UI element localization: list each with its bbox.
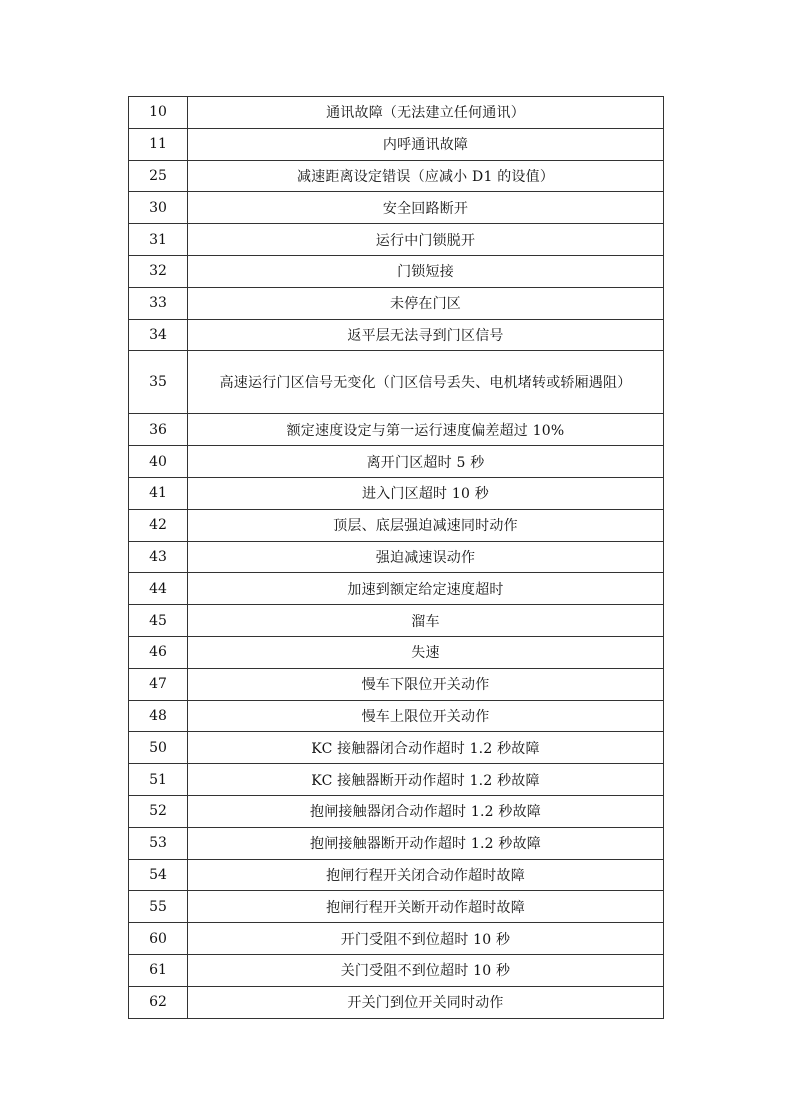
fault-description-cell: 离开门区超时 5 秒 <box>188 446 664 478</box>
fault-description-cell: 慢车下限位开关动作 <box>188 668 664 700</box>
fault-code-cell: 34 <box>129 319 188 351</box>
fault-description-cell: 开门受阻不到位超时 10 秒 <box>188 923 664 955</box>
table-row <box>129 97 664 129</box>
fault-code-cell: 42 <box>129 509 188 541</box>
table-row <box>129 160 664 192</box>
fault-code-table <box>128 96 664 1019</box>
table-row <box>129 319 664 351</box>
table-row <box>129 668 664 700</box>
fault-description-cell: 关门受阻不到位超时 10 秒 <box>188 954 664 986</box>
fault-description-cell: 抱闸接触器断开动作超时 1.2 秒故障 <box>188 827 664 859</box>
fault-code-cell: 45 <box>129 605 188 637</box>
fault-description-cell: 运行中门锁脱开 <box>188 224 664 256</box>
table-row <box>129 859 664 891</box>
table-row <box>129 287 664 319</box>
fault-description-cell: 溜车 <box>188 605 664 637</box>
fault-code-cell: 44 <box>129 573 188 605</box>
fault-code-cell: 11 <box>129 128 188 160</box>
fault-description-cell: 通讯故障（无法建立任何通讯） <box>188 97 664 129</box>
fault-description-cell: KC 接触器断开动作超时 1.2 秒故障 <box>188 764 664 796</box>
fault-description-cell: 慢车上限位开关动作 <box>188 700 664 732</box>
table-row <box>129 891 664 923</box>
table-row <box>129 477 664 509</box>
fault-code-cell: 50 <box>129 732 188 764</box>
fault-description-cell: 返平层无法寻到门区信号 <box>188 319 664 351</box>
table-row <box>129 541 664 573</box>
table-row <box>129 128 664 160</box>
fault-code-cell: 33 <box>129 287 188 319</box>
table-row <box>129 605 664 637</box>
table-row <box>129 192 664 224</box>
fault-code-cell: 62 <box>129 986 188 1018</box>
fault-description-cell: 强迫减速误动作 <box>188 541 664 573</box>
fault-description-cell: 未停在门区 <box>188 287 664 319</box>
fault-code-cell: 54 <box>129 859 188 891</box>
fault-code-cell: 53 <box>129 827 188 859</box>
fault-code-cell: 40 <box>129 446 188 478</box>
table-row <box>129 954 664 986</box>
fault-code-cell: 35 <box>129 351 188 414</box>
table-row <box>129 923 664 955</box>
fault-code-cell: 41 <box>129 477 188 509</box>
fault-code-cell: 61 <box>129 954 188 986</box>
fault-description-cell: 高速运行门区信号无变化（门区信号丢失、电机堵转或轿厢遇阻） <box>188 351 664 414</box>
fault-description-cell: 失速 <box>188 636 664 668</box>
fault-description-cell: 加速到额定给定速度超时 <box>188 573 664 605</box>
fault-description-cell: 抱闸行程开关闭合动作超时故障 <box>188 859 664 891</box>
fault-description-cell: 抱闸接触器闭合动作超时 1.2 秒故障 <box>188 795 664 827</box>
table-row <box>129 224 664 256</box>
fault-code-cell: 10 <box>129 97 188 129</box>
table-row <box>129 732 664 764</box>
fault-code-cell: 31 <box>129 224 188 256</box>
fault-description-cell: 内呼通讯故障 <box>188 128 664 160</box>
fault-description-cell: 顶层、底层强迫减速同时动作 <box>188 509 664 541</box>
fault-code-cell: 30 <box>129 192 188 224</box>
fault-code-cell: 46 <box>129 636 188 668</box>
fault-description-cell: 抱闸行程开关断开动作超时故障 <box>188 891 664 923</box>
table-row <box>129 255 664 287</box>
table-row <box>129 700 664 732</box>
fault-code-cell: 25 <box>129 160 188 192</box>
table-row <box>129 795 664 827</box>
fault-code-cell: 36 <box>129 414 188 446</box>
table-row <box>129 573 664 605</box>
fault-code-cell: 55 <box>129 891 188 923</box>
fault-code-cell: 60 <box>129 923 188 955</box>
fault-code-cell: 51 <box>129 764 188 796</box>
fault-description-cell: 额定速度设定与第一运行速度偏差超过 10% <box>188 414 664 446</box>
fault-code-cell: 52 <box>129 795 188 827</box>
table-row <box>129 827 664 859</box>
fault-description-cell: 减速距离设定错误（应减小 D1 的设值） <box>188 160 664 192</box>
fault-code-cell: 43 <box>129 541 188 573</box>
table-row <box>129 986 664 1018</box>
fault-code-cell: 32 <box>129 255 188 287</box>
table-row <box>129 351 664 414</box>
table-row <box>129 764 664 796</box>
fault-code-cell: 48 <box>129 700 188 732</box>
table-row <box>129 446 664 478</box>
fault-code-table-body <box>129 97 664 1019</box>
fault-description-cell: KC 接触器闭合动作超时 1.2 秒故障 <box>188 732 664 764</box>
fault-description-cell: 进入门区超时 10 秒 <box>188 477 664 509</box>
fault-description-cell: 开关门到位开关同时动作 <box>188 986 664 1018</box>
fault-description-cell: 门锁短接 <box>188 255 664 287</box>
table-row <box>129 509 664 541</box>
fault-description-cell: 安全回路断开 <box>188 192 664 224</box>
table-row <box>129 414 664 446</box>
table-row <box>129 636 664 668</box>
fault-code-cell: 47 <box>129 668 188 700</box>
